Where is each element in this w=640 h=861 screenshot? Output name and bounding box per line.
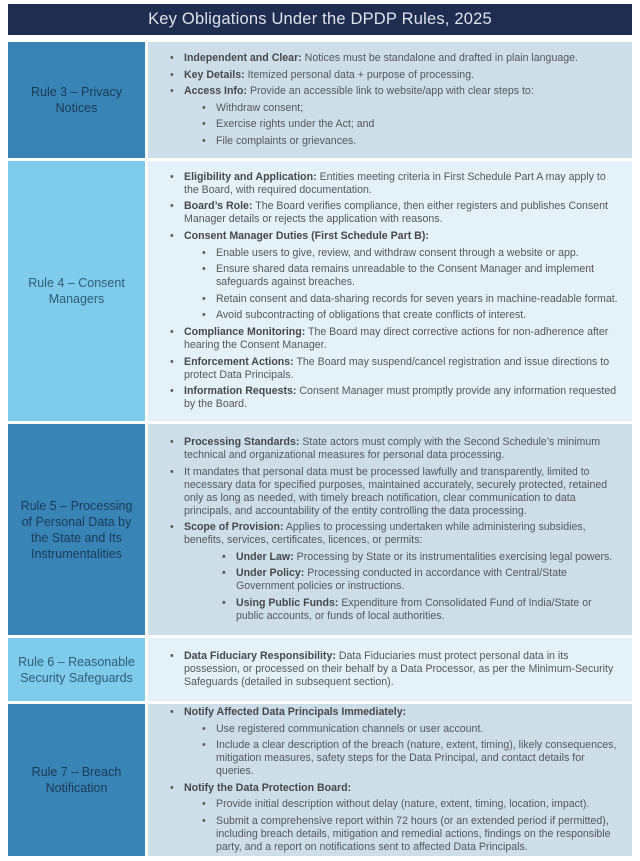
bullet-text: Enforcement Actions: The Board may suspend/cancel registration and issue directions to protect Data Principals. [184,355,610,381]
bullet-text: Notify the Data Protection Board: [184,781,352,794]
bullet-icon: • [170,170,174,183]
bullet-text: It mandates that personal data must be processed lawfully and transparently, limited to necessary data for specified purposes, maintained accurately, securely protected, retained only as long as needed, with timely breach notification, clear communication to data principals, and accountability of the entity controlling the data processing. [184,465,608,517]
bullet-text: Processing Standards: State actors must comply with the Second Schedule’s minimum technical and organizational measures for personal data processing. [184,436,601,462]
bullet-text: Avoid subcontracting of obligations that create conflicts of interest. [216,309,527,322]
bullet-text: Retain consent and data-sharing records for seven years in machine-readable format. [216,292,618,305]
bullet-item [170,466,618,518]
bullet-icon: • [170,385,174,398]
bullet-icon: • [170,200,174,213]
bullet-item [202,247,618,260]
bullet-item [222,567,618,593]
rule-row [8,161,632,421]
bullet-item [170,706,618,719]
bullet-text: Include a clear description of the breach (nature, extent, timing), likely consequences, mitigation measures, safety steps for the Data Principal, and contact details for queries. [216,739,617,778]
bullet-item [170,782,618,795]
bullet-item [170,356,618,382]
bullet-icon: • [170,650,174,662]
bullet-icon: • [202,246,206,259]
bullet-icon: • [170,68,174,81]
bullet-text: Submit a comprehensive report within 72 hours (or an extended period if permitted), including breach details, mitigation and remedial actions, findings on the responsible party, and a report on notifications sent to affected Data Principals. [216,814,611,853]
bullet-text: Exercise rights under the Act; and [216,118,375,131]
bullet-icon: • [170,436,174,449]
bullet-icon: • [222,596,226,609]
bullet-item [202,135,618,148]
bullet-text: Information Requests: Consent Manager must promptly provide any information requested by the Board. [184,385,617,411]
rule-label: Rule 4 – Consent Managers [28,276,125,306]
rule-label: Rule 6 – Reasonable Security Safeguards [18,654,135,685]
rule-row [8,638,632,701]
bullet-icon: • [202,263,206,276]
rule-label: Rule 7 – Breach Notification [31,765,122,795]
bullet-text: Using Public Funds: Expenditure from Consolidated Fund of India/State or public accounts, or funds of local authorities. [236,596,592,622]
bullet-icon: • [202,798,206,811]
bullet-item [170,650,618,689]
rule-row [8,424,632,635]
bullet-item [170,171,618,197]
bullet-item [170,200,618,226]
rule-label-cell [8,42,145,158]
bullet-icon: • [202,118,206,131]
bullet-text: Compliance Monitoring: The Board may direct corrective actions for non-adherence after hearing the Consent Manager. [184,325,609,351]
bullet-icon: • [202,309,206,322]
title-banner [8,4,632,35]
bullet-text: Notify Affected Data Principals Immediately: [184,706,407,719]
bullet-text: File complaints or grievances. [216,134,357,147]
bullet-icon: • [170,85,174,98]
bullet-icon: • [170,521,174,534]
bullet-item [170,69,618,82]
page-title: Key Obligations Under the DPDP Rules, 2025 [148,10,492,28]
rule-content-cell [148,161,632,421]
rule-label-cell [8,161,145,421]
bullet-icon: • [170,355,174,368]
bullet-text: Eligibility and Application: Entities meeting criteria in First Schedule Part A may apply to the Board, with required documentation. [184,170,606,196]
bullet-icon: • [170,465,174,478]
bullet-text: Ensure shared data remains unreadable to the Consent Manager and implement safeguards against breaches. [216,263,595,289]
bullet-text: Board’s Role: The Board verifies compliance, then either registers and publishes Consent Manager details or rejects the application with reasons. [184,200,608,226]
rule-content-cell [148,638,632,701]
bullet-icon: • [202,292,206,305]
bullet-item [170,436,618,462]
bullet-item [170,52,618,65]
bullet-icon: • [202,722,206,735]
bullet-text: Data Fiduciary Responsibility: Data Fiduciaries must protect personal data in its possession, or processed on their behalf by a Data Processor, as per the Minimum-Security Safeguards (detailed in subsequent section). [184,650,614,688]
bullet-text: Provide initial description without delay (nature, extent, timing, location, impact). [216,798,590,811]
bullet-item [170,230,618,243]
rule-label: Rule 5 – Processing of Personal Data by the State and Its Instrumentalities [20,498,133,561]
bullet-icon: • [170,230,174,243]
bullet-item [170,385,618,411]
bullet-text: Scope of Provision: Applies to processing undertaken while administering subsidies, benefits, services, certificates, licences, or permits: [184,521,586,547]
bullet-item [202,739,618,778]
bullet-item [202,102,618,115]
bullet-item [202,815,618,854]
bullet-icon: • [170,706,174,719]
rule-label-cell [8,704,145,856]
rules-table [8,42,632,856]
bullet-text: Access Info: Provide an accessible link to website/app with clear steps to: [184,85,534,98]
bullet-item [202,118,618,131]
bullet-item [202,263,618,289]
bullet-icon: • [202,814,206,827]
bullet-icon: • [202,739,206,752]
bullet-text: Under Policy: Processing conducted in accordance with Central/State Government policies or instructions. [236,567,567,593]
bullet-icon: • [222,550,226,563]
bullet-text: Enable users to give, review, and withdraw consent through a website or app. [216,246,579,259]
bullet-item [202,723,618,736]
bullet-item [202,309,618,322]
bullet-item [222,597,618,623]
rule-row [8,42,632,158]
bullet-text: Under Law: Processing by State or its instrumentalities exercising legal powers. [236,550,613,563]
bullet-item [170,521,618,547]
bullet-icon: • [170,52,174,65]
bullet-text: Withdraw consent; [216,101,304,114]
bullet-text: Independent and Clear: Notices must be standalone and drafted in plain language. [184,52,578,65]
rule-label: Rule 3 – Privacy Notices [30,85,122,115]
bullet-icon: • [170,781,174,794]
rule-content-cell [148,424,632,635]
bullet-icon: • [222,567,226,580]
bullet-item [222,551,618,564]
bullet-icon: • [202,134,206,147]
bullet-icon: • [202,101,206,114]
bullet-item [202,798,618,811]
rule-label-cell [8,638,145,701]
rule-label-cell [8,424,145,635]
rule-content-cell [148,42,632,158]
bullet-text: Key Details: Itemized personal data + purpose of processing. [184,68,475,81]
bullet-icon: • [170,325,174,338]
rule-content-cell [148,704,632,856]
bullet-text: Use registered communication channels or user account. [216,722,484,735]
bullet-item [202,293,618,306]
bullet-text: Consent Manager Duties (First Schedule Part B): [184,230,429,243]
bullet-item [170,326,618,352]
rule-row [8,704,632,856]
bullet-item [170,85,618,98]
